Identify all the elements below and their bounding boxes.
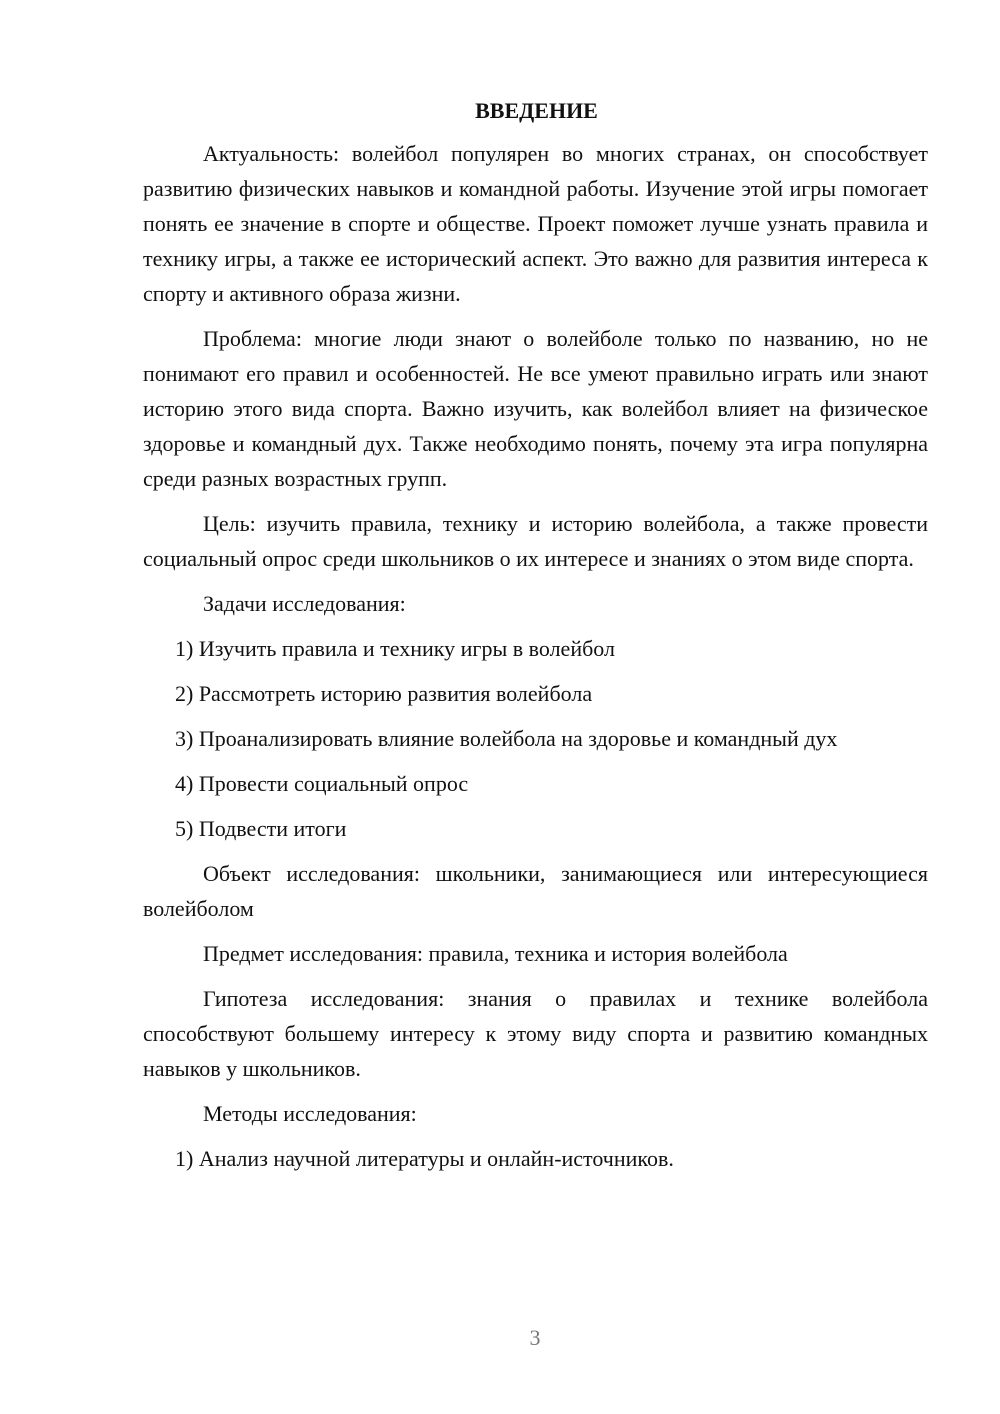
task-item-5: 5) Подвести итоги: [175, 816, 347, 841]
tasks-heading: Задачи исследования:: [203, 591, 406, 616]
task-item-2: 2) Рассмотреть историю развития волейбола: [175, 681, 593, 706]
methods-heading: Методы исследования:: [203, 1101, 417, 1126]
document-page: [143, 96, 928, 1186]
method-item-1: 1) Анализ научной литературы и онлайн-источников.: [175, 1146, 674, 1171]
problem-paragraph: Проблема: многие люди знают о волейболе только по названию, но не понимают его правил и особенностей. Не все умеют правильно играть или знают историю этого вида спорта. Важно изучить, как волейбол влияет на физическое здоровье и командный дух. Также необходимо понять, почему эта игра популярна среди разных возрастных групп.: [143, 326, 928, 491]
page-number: 3: [529, 1325, 541, 1350]
relevance-paragraph: Актуальность: волейбол популярен во многих странах, он способствует развитию физических навыков и командной работы. Изучение этой игры помогает понять ее значение в спорте и обществе. Проект поможет лучше узнать правила и технику игры, а также ее исторический аспект. Это важно для развития интереса к спорту и активного образа жизни.: [143, 141, 928, 306]
object-paragraph: Объект исследования: школьники, занимающиеся или интересующиеся волейболом: [143, 861, 928, 921]
task-item-3: 3) Проанализировать влияние волейбола на здоровье и командный дух: [175, 726, 838, 751]
task-item-1: 1) Изучить правила и технику игры в волейбол: [175, 636, 615, 661]
hypothesis-paragraph: Гипотеза исследования: знания о правилах и технике волейбола способствуют большему интересу к этому виду спорта и развитию командных навыков у школьников.: [143, 986, 928, 1081]
task-item-4: 4) Провести социальный опрос: [175, 771, 469, 796]
goal-paragraph: Цель: изучить правила, технику и историю волейбола, а также провести социальный опрос среди школьников о их интересе и знаниях о этом виде спорта.: [143, 511, 928, 571]
subject-paragraph: Предмет исследования: правила, техника и история волейбола: [203, 941, 788, 966]
section-heading: ВВЕДЕНИЕ: [475, 98, 598, 123]
